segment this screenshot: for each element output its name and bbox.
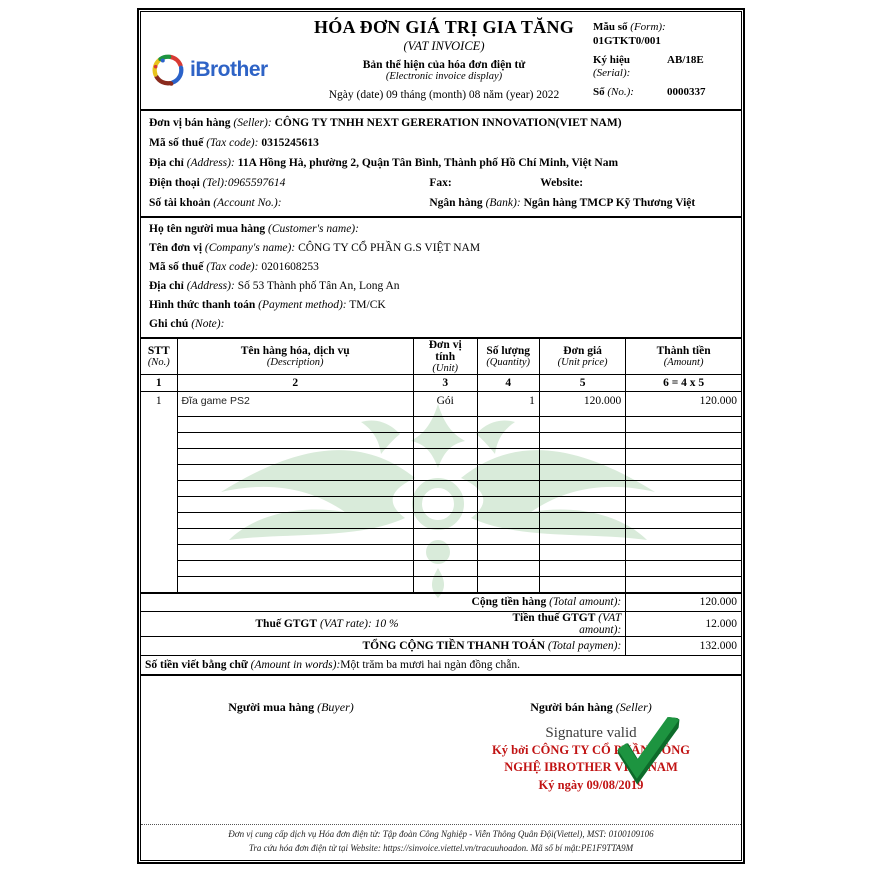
row-qty: 1 [477,392,539,417]
payment-method: TM/CK [349,299,386,311]
footer-provider-line: Đơn vị cung cấp dịch vụ Hóa đơn điện tử: Tập đoàn Công Nghiệp - Viễn Thông Quân Đội(Viettel), MST: 0100109106 [228,829,654,840]
signature-valid-text: Signature valid [545,724,637,741]
number-row: Số (No.): 0000337 [593,86,706,98]
row-no: 1 [141,392,177,417]
invoice-table-empty-rows [141,417,741,593]
empty-row [141,465,741,481]
logo-text: iBrother [190,58,268,81]
buyer-section [141,216,741,337]
empty-row [141,577,741,593]
signed-by-line2: NGHỆ IBROTHER VIỆT NAM [504,760,678,774]
amount-in-words-row: Số tiền viết bằng chữ (Amount in words):Một trăm ba mươi hai ngàn đồng chẵn. [141,656,741,675]
display-note-en: (Electronic invoice display) [385,71,503,82]
invoice-number: 0000337 [667,86,706,98]
empty-row [141,433,741,449]
invoice-footer [141,824,741,860]
row-unit: Gói [413,392,477,417]
serial-value: AB/18E [667,53,704,66]
buyer-address-row: Địa chỉ (Address): Số 53 Thành phố Tân An, Long An [149,280,400,292]
signed-date: Ký ngày 09/08/2019 [538,777,644,792]
seller-name-row: Đơn vị bán hàng (Seller): CÔNG TY TNHH NEXT GERERATION INNOVATION(VIET NAM) [149,117,622,129]
line-items-table [141,337,741,676]
vat-amount-value: 12.000 [626,612,741,637]
empty-row [141,417,741,433]
seller-taxcode: 0315245613 [261,137,319,149]
grand-total-value: 132.000 [626,637,741,656]
display-note: Bản thể hiện của hóa đơn điện tử [362,59,526,71]
buyer-address: Số 53 Thành phố Tân An, Long An [237,280,400,292]
seller-contact-row: Điện thoại (Tel):0965597614 Fax: Website: [149,173,733,193]
invoice-header [141,12,741,109]
buyer-taxcode: 0201608253 [261,261,319,273]
grand-total-row: TỔNG CỘNG TIỀN THANH TOÁN (Total paymen): 132.000 [141,637,741,656]
seller-taxcode-row: Mã số thuế (Tax code): 0315245613 [149,137,319,149]
amount-in-words: Một trăm ba mươi hai ngàn đồng chẵn. [340,658,520,671]
signed-by-line1: Ký bởi CÔNG TY CỔ PHẦN CÔNG [492,742,690,757]
logo [149,17,295,109]
row-amount: 120.000 [626,392,741,417]
column-index-row: 1 2 3 4 5 6 = 4 x 5 [141,375,741,392]
subtotal-value: 120.000 [626,593,741,612]
note-row: Ghi chú (Note): [149,318,225,330]
vat-rate: (VAT rate): 10 % [319,618,399,630]
vat-row: Thuế GTGT (VAT rate): 10 % Tiền thuế GTGT (VAT amount): 12.000 [141,612,741,637]
buyer-taxcode-row: Mã số thuế (Tax code): 0201608253 [149,261,319,273]
form-row: Mẫu số (Form): 01GTKT0/001 [593,21,666,47]
seller-section [141,109,741,216]
empty-row [141,545,741,561]
green-checkmark-icon [614,712,679,790]
invoice-sheet [140,11,742,861]
empty-row [141,449,741,465]
seller-bank: Ngân hàng TMCP Kỹ Thương Việt [523,197,696,209]
seller-name: CÔNG TY TNHH NEXT GERERATION INNOVATION(VIET NAM) [274,117,622,129]
buyer-name-row: Họ tên người mua hàng (Customer's name): [149,223,359,235]
seller-bank-row: Số tài khoản (Account No.): Ngân hàng (Bank): Ngân hàng TMCP Kỹ Thương Việt [149,197,696,209]
payment-method-row: Hình thức thanh toán (Payment method): TM/CK [149,299,386,311]
seller-address: 11A Hồng Hà, phường 2, Quận Tân Bình, Thành phố Hồ Chí Minh, Việt Nam [237,157,619,169]
fax-label: Fax: [429,177,452,189]
empty-row [141,529,741,545]
empty-row [141,513,741,529]
invoice-meta [593,17,735,109]
invoice-title: HÓA ĐƠN GIÁ TRỊ GIA TĂNG [313,17,575,37]
seller-address-row: Địa chỉ (Address): 11A Hồng Hà, phường 2, Quận Tân Bình, Thành phố Hồ Chí Minh, Việt Nam [149,157,619,169]
buyer-signature-block: Người mua hàng (Buyer) [228,699,354,714]
website-label: Website: [540,177,584,189]
form-value: 01GTKT0/001 [593,34,661,47]
seller-phone: 0965597614 [227,177,286,189]
row-price: 120.000 [539,392,625,417]
empty-row [141,561,741,577]
serial-row: Ký hiệu (Serial): AB/18E [593,53,704,80]
empty-row [141,497,741,513]
footer-lookup-line: Tra cứu hóa đơn điện tử tại Website: https://sinvoice.viettel.vn/tracuuhoadon. Mã số bí mật:PE1F9TTA9M [248,843,634,854]
empty-row [141,481,741,497]
buyer-company-row: Tên đơn vị (Company's name): CÔNG TY CỔ PHẦN G.S VIỆT NAM [149,242,481,254]
buyer-company: CÔNG TY CỔ PHẦN G.S VIỆT NAM [298,242,481,254]
digital-signature-stamp [492,725,690,795]
seller-signature-block: Người bán hàng (Seller) Signature valid Ký bởi CÔNG TY CỔ PHẦN CÔNG NGHỆ IBROTHER VIỆT NAM Ký ngày 09/08/2019 [441,698,741,795]
ibrother-logo-icon [149,51,187,89]
invoice-subtitle: (VAT INVOICE) [403,39,485,53]
subtotal-row: Cộng tiền hàng (Total amount): 120.000 [141,593,741,612]
row-description: Đĩa game PS2 [177,392,413,417]
table-header-row: STT (No.) Tên hàng hóa, dịch vụ (Description) Đơn vị tính (Unit) Số lượng (Quantity) Đơn giá (Unit price) Thành tiền (Amount) [141,338,741,375]
invoice-date: Ngày (date) 09 tháng (month) 08 năm (year) 2022 [328,89,560,101]
table-row [141,392,741,417]
signature-section [141,698,741,795]
